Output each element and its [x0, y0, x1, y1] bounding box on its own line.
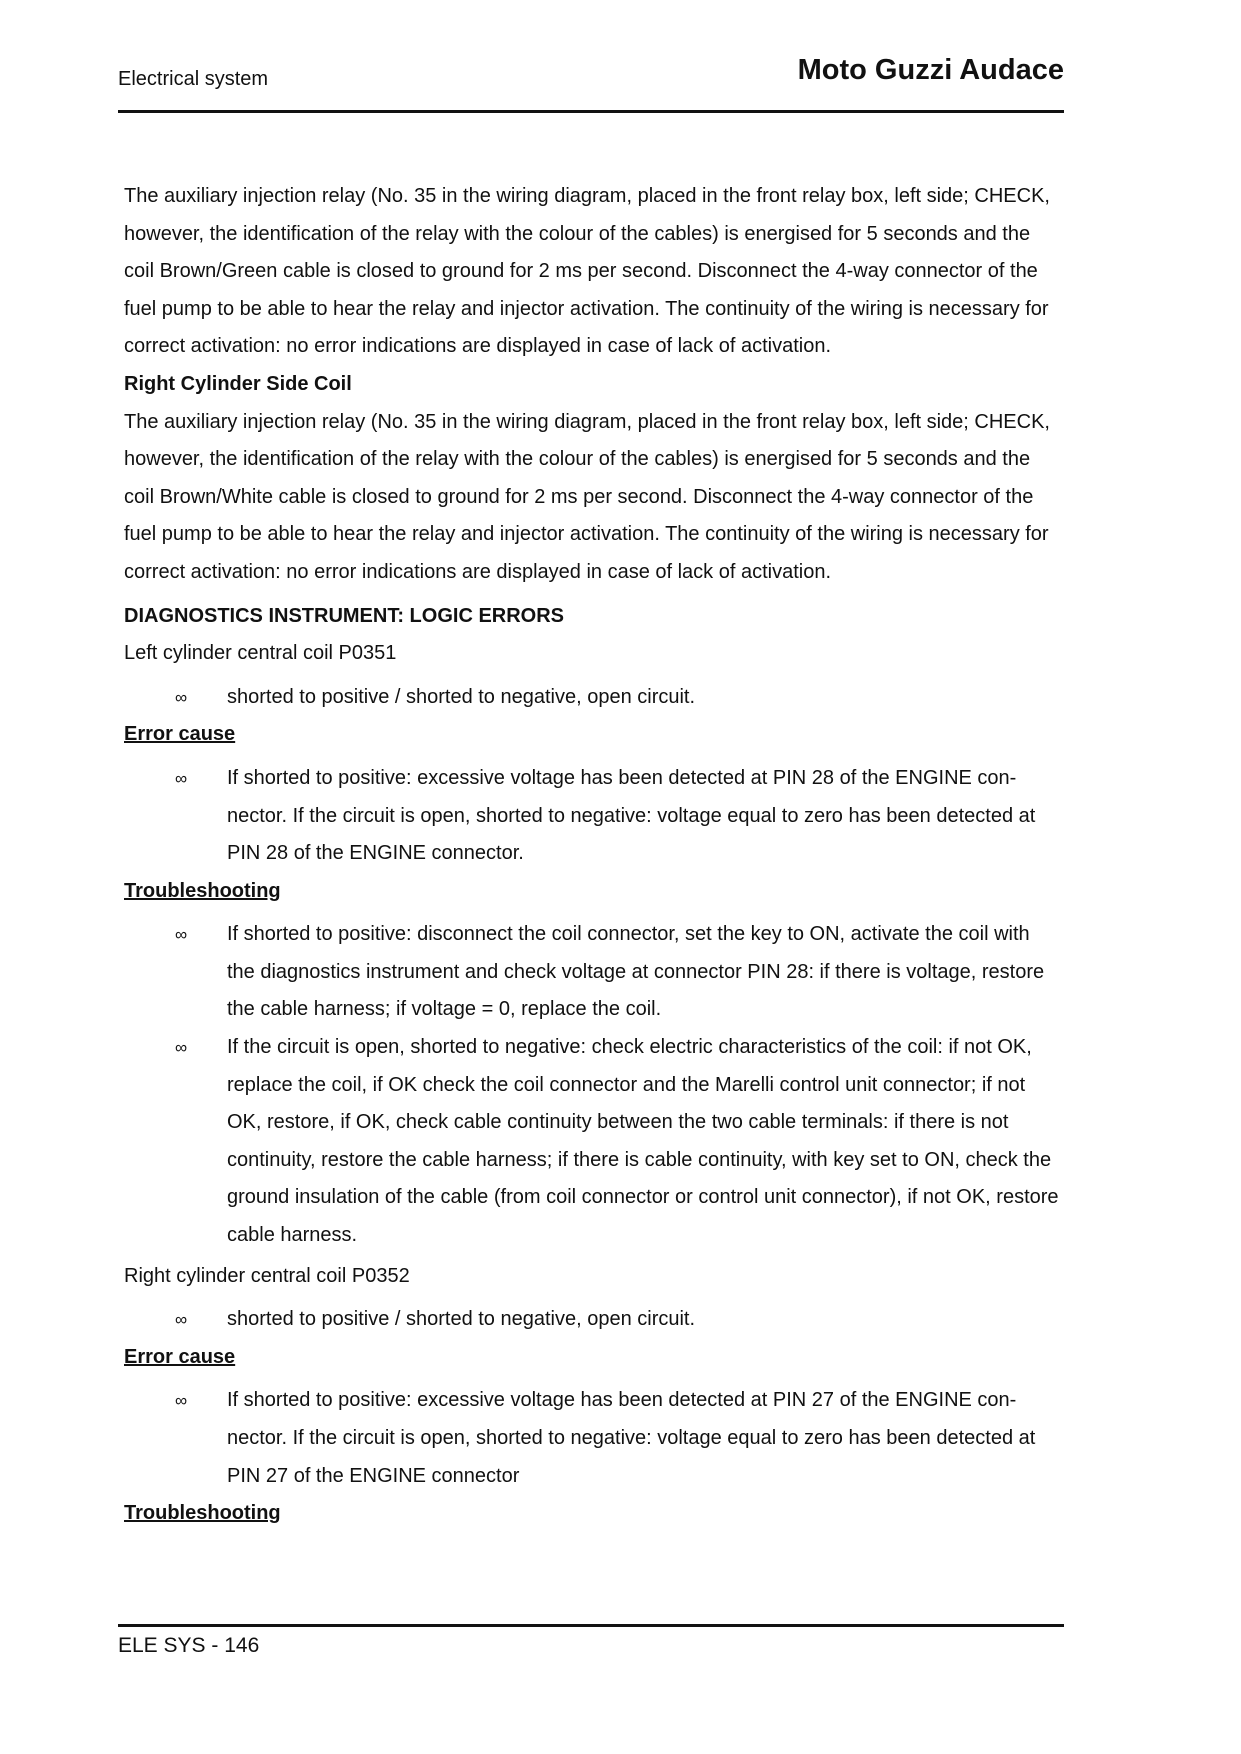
header-divider — [118, 110, 1064, 113]
left-coil-condition-list — [124, 679, 1062, 717]
bullet-icon: ∞ — [175, 925, 188, 945]
left-coil-troubleshooting-list — [124, 916, 1062, 1254]
section-name: Electrical system — [118, 68, 269, 90]
list-item — [124, 679, 1062, 717]
condition-text: shorted to positive / shorted to negative, open circuit. — [227, 1308, 696, 1331]
bullet-icon: ∞ — [175, 1391, 188, 1411]
list-item — [124, 760, 1062, 873]
list-item — [124, 1301, 1062, 1339]
troubleshooting-text: If the circuit is open, shorted to negative: check electric characteristics of the coil: if not OK, replace the coil, if OK check the coil connector and the Marelli control unit connector; if not OK, restore, if OK, check cable continuity between the two cable terminals: if there is not continuity, restore the cable harness; if there is cable continuity, with key set to ON, check the ground insulation of the cable (from coil connector or control unit connector), if not OK, restore cable harness. — [227, 1036, 1059, 1247]
error-cause-text: If shorted to positive: excessive voltage has been detected at PIN 28 of the ENGINE con-nector. If the circuit is open, shorted to negative: voltage equal to zero has been detected at PIN 28 of the ENGINE connector. — [227, 766, 1036, 865]
condition-text: shorted to positive / shorted to negative, open circuit. — [227, 685, 696, 708]
footer-divider — [118, 1624, 1064, 1627]
error-cause-heading: Error cause — [124, 723, 236, 746]
right-coil-condition-list — [124, 1301, 1062, 1339]
troubleshooting-heading: Troubleshooting — [124, 879, 281, 902]
right-coil-error-cause-list — [124, 1382, 1062, 1495]
left-coil-title: Left cylinder central coil P0351 — [124, 642, 397, 665]
bullet-icon: ∞ — [175, 1310, 188, 1330]
page-number: ELE SYS - 146 — [118, 1634, 260, 1657]
troubleshooting-heading: Troubleshooting — [124, 1502, 281, 1525]
left-coil-error-cause-list — [124, 760, 1062, 873]
diagnostics-heading: DIAGNOSTICS INSTRUMENT: LOGIC ERRORS — [124, 604, 565, 627]
intro-paragraph: The auxiliary injection relay (No. 35 in the wiring diagram, placed in the front relay box, left side; CHECK, however, the identification of the relay with the colour of the cables) is energised for 5 seconds and the coil Brown/Green cable is closed to ground for 2 ms per second. Disconnect the 4-way connector of the fuel pump to be able to hear the relay and injector activation. The continuity of the wiring is necessary for correct activation: no error indications are displayed in case of lack of activation. — [124, 185, 1050, 358]
error-cause-heading: Error cause — [124, 1345, 236, 1368]
error-cause-text: If shorted to positive: excessive voltage has been detected at PIN 27 of the ENGINE con-nector. If the circuit is open, shorted to negative: voltage equal to zero has been detected at PIN 27 of the ENGINE connector — [227, 1389, 1036, 1487]
page-content — [124, 178, 1062, 1533]
right-coil-heading: Right Cylinder Side Coil — [124, 372, 352, 395]
list-item — [124, 1382, 1062, 1495]
list-item — [124, 1029, 1062, 1255]
list-item — [124, 916, 1062, 1029]
bullet-icon: ∞ — [175, 687, 188, 707]
troubleshooting-text: If shorted to positive: disconnect the coil connector, set the key to ON, activate the coil with the diagnostics instrument and check voltage at connector PIN 28: if there is voltage, restore the cable harness; if voltage = 0, replace the coil. — [227, 923, 1045, 1021]
bullet-icon: ∞ — [175, 768, 188, 788]
right-coil-title: Right cylinder central coil P0352 — [124, 1264, 410, 1287]
page-header — [118, 52, 1064, 112]
manual-title: Moto Guzzi Audace — [797, 54, 1064, 86]
right-coil-paragraph: The auxiliary injection relay (No. 35 in the wiring diagram, placed in the front relay box, left side; CHECK, however, the identification of the relay with the colour of the cables) is energised for 5 seconds and the coil Brown/White cable is closed to ground for 2 ms per second. Disconnect the 4-way connector of the fuel pump to be able to hear the relay and injector activation. The continuity of the wiring is necessary for correct activation: no error indications are displayed in case of lack of activation. — [124, 410, 1050, 583]
bullet-icon: ∞ — [175, 1038, 188, 1058]
